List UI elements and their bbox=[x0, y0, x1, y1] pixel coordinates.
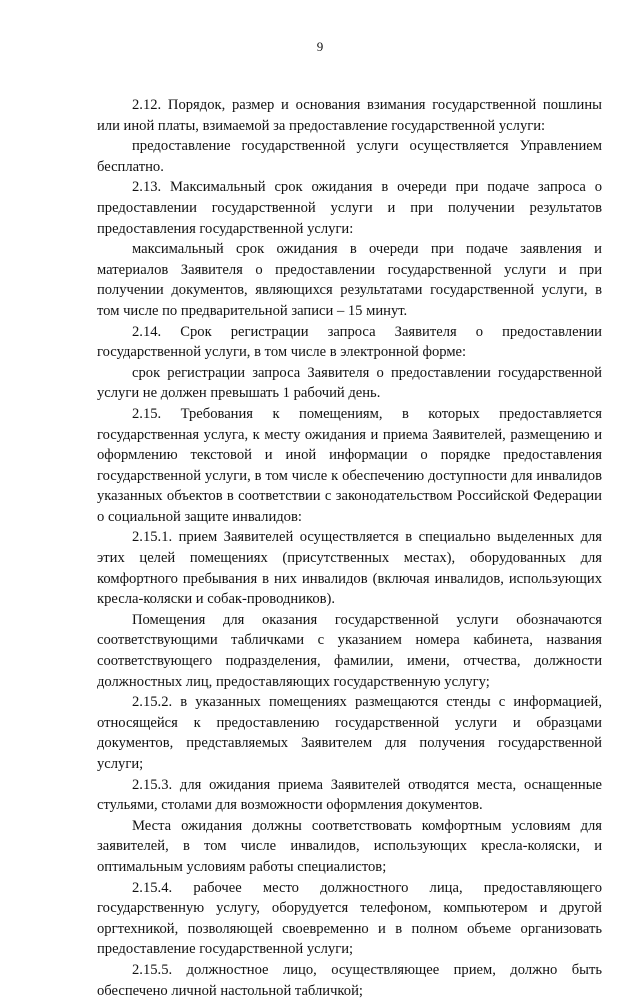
paragraph-2-13-text: максимальный срок ожидания в очереди при подаче заявления и материалов Заявителя о предоставлении государственной услуги и при получении документов, являющихся результатами государственной услуги, в том числе по предварительной записи – 15 минут. bbox=[97, 241, 602, 319]
paragraph-premises-signage: Помещения для оказания государственной услуги обозначаются соответствующими табличками с указанием номера кабинета, названия соответствующего подразделения, фамилии, имени, отчества, должности должностных лиц, предоставляющих государственную услугу; bbox=[97, 611, 602, 690]
paragraph-2-12: 2.12. Порядок, размер и основания взимания государственной пошлины или иной платы, взимаемой за предоставление государственной услуги: bbox=[97, 97, 602, 134]
page-number: 9 bbox=[316, 39, 324, 54]
paragraph-2-14: 2.14. Срок регистрации запроса Заявителя о предоставлении государственной услуги, в том числе в электронной форме: bbox=[97, 323, 602, 361]
paragraph-2-13: 2.13. Максимальный срок ожидания в очереди при подаче запроса о предоставлении государственной услуги и при получении результатов предоставления государственной услуги: bbox=[97, 179, 602, 237]
document-body bbox=[97, 95, 602, 1001]
paragraph-waiting-areas: Места ожидания должны соответствовать комфортным условиям для заявителей, в том числе инвалидов, использующих кресла-коляски, и оптимальным условиям работы специалистов; bbox=[97, 817, 602, 875]
paragraph-2-15-4: 2.15.4. рабочее место должностного лица, предоставляющего государственную услугу, оборудуется телефоном, компьютером и другой оргтехникой, позволяющей своевременно и в полном объеме организовать предоставление государственной услуги; bbox=[97, 879, 602, 958]
paragraph-2-15-1: 2.15.1. прием Заявителей осуществляется в специально выделенных для этих целей помещениях (присутственных местах), оборудованных для комфортного пребывания в них инвалидов (включая инвалидов, использующих кресла-коляски и собак-проводников). bbox=[97, 529, 602, 608]
paragraph-2-15: 2.15. Требования к помещениям, в которых предоставляется государственная услуга, к месту ожидания и приема Заявителей, размещению и оформлению текстовой и иной информации о порядке предоставления государственной услуги, в том числе к обеспечению доступности для инвалидов указанных объектов в соответствии с законодательством Российской Федерации о социальной защите инвалидов: bbox=[97, 405, 602, 525]
paragraph-2-15-2: 2.15.2. в указанных помещениях размещаются стенды с информацией, относящейся к предоставлению государственной услуги и образцами документов, представляемых Заявителем для получения государственной услуги; bbox=[97, 694, 602, 772]
paragraph-2-12-text: предоставление государственной услуги осуществляется Управлением бесплатно. bbox=[97, 138, 602, 175]
paragraph-2-15-5: 2.15.5. должностное лицо, осуществляющее прием, должно быть обеспечено личной настольной табличкой; bbox=[97, 961, 602, 999]
paragraph-2-15-3: 2.15.3. для ожидания приема Заявителей отводятся места, оснащенные стульями, столами для возможности оформления документов. bbox=[97, 776, 602, 814]
paragraph-2-14-text: срок регистрации запроса Заявителя о предоставлении государственной услуги не должен превышать 1 рабочий день. bbox=[97, 364, 602, 402]
